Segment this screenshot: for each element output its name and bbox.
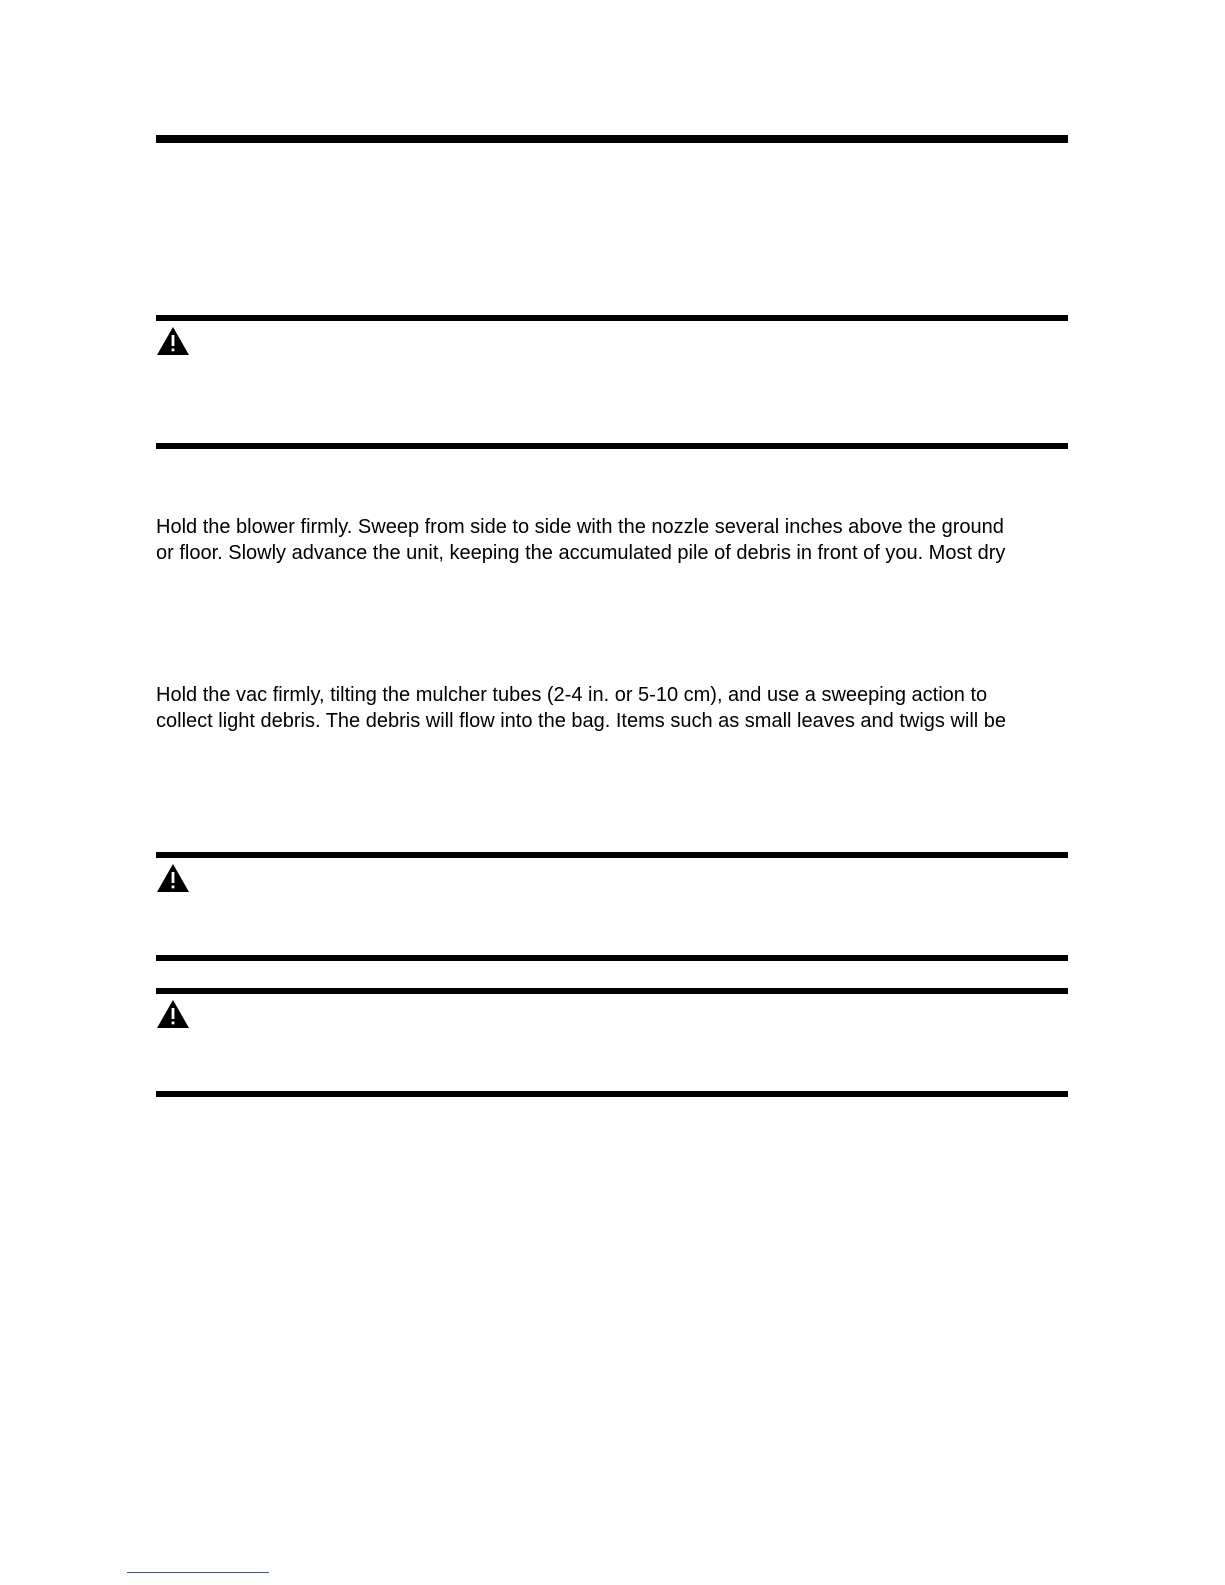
vac-instructions-line-1: Hold the vac firmly, tilting the mulcher tubes (2-4 in. or 5-10 cm), and use a sweeping action to <box>156 684 988 706</box>
warning-triangle-icon <box>156 999 190 1029</box>
blower-instructions-line-2: or floor. Slowly advance the unit, keeping the accumulated pile of debris in front of you. Most dry <box>156 542 1006 564</box>
warning-triangle-icon <box>156 863 190 893</box>
warning-box-2-bottom-rule <box>156 955 1068 961</box>
warning-box-3-bottom-rule <box>156 1091 1068 1097</box>
vac-instructions-line-2: collect light debris. The debris will flow into the bag. Items such as small leaves and twigs will be <box>156 710 1007 732</box>
warning-box-2-top-rule <box>156 852 1068 858</box>
blower-instructions-line-1: Hold the blower firmly. Sweep from side to side with the nozzle several inches above the ground <box>156 516 1004 538</box>
footer-link-underline[interactable] <box>127 1572 269 1573</box>
warning-triangle-icon <box>156 326 190 356</box>
warning-box-3-top-rule <box>156 988 1068 994</box>
warning-box-1-bottom-rule <box>156 443 1068 449</box>
warning-box-1-top-rule <box>156 315 1068 321</box>
top-heading-rule <box>156 135 1068 143</box>
